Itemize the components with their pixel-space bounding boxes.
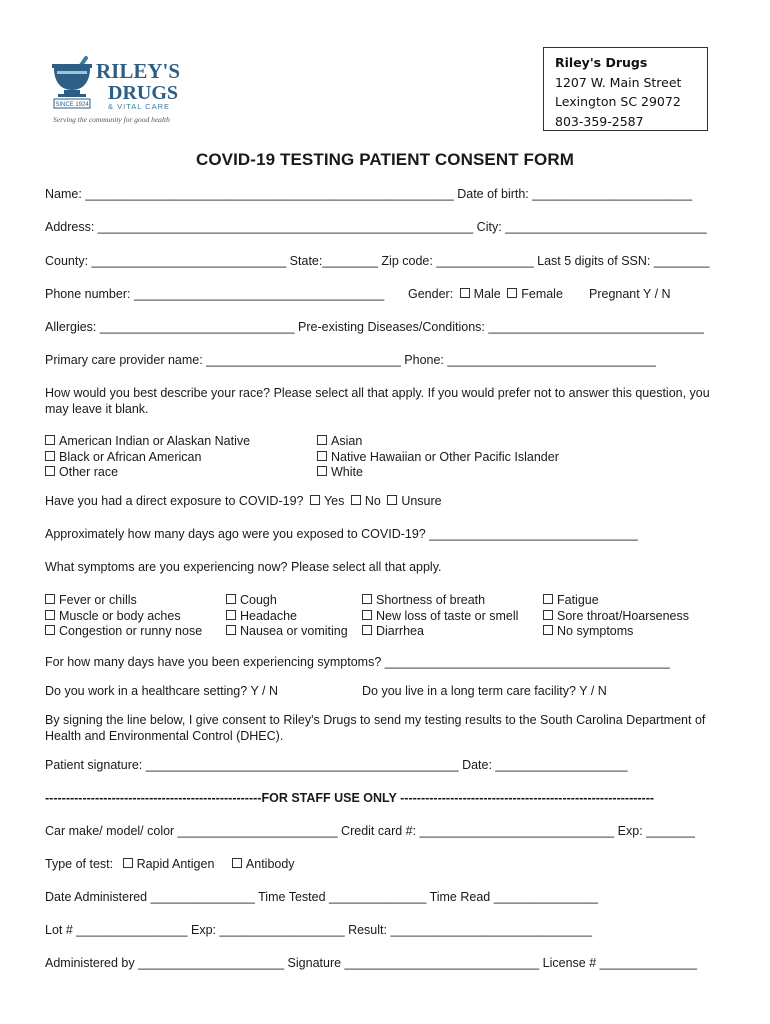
checkbox[interactable]: [543, 594, 553, 604]
race-option[interactable]: Asian: [317, 434, 559, 450]
checkbox[interactable]: [226, 625, 236, 635]
symptom-option[interactable]: Fatigue: [543, 593, 689, 609]
checkbox[interactable]: [362, 594, 372, 604]
gender-label: Gender:: [408, 287, 454, 301]
rapid-antigen-checkbox[interactable]: [123, 858, 133, 868]
logo-vital-care: & VITAL CARE: [108, 102, 171, 111]
patient-signature-line[interactable]: Patient signature: _____________________________________________ Date: ___________________: [45, 758, 628, 772]
race-options-col2: [317, 434, 559, 481]
race-option[interactable]: Native Hawaiian or Other Pacific Islander: [317, 450, 559, 466]
checkbox[interactable]: [45, 594, 55, 604]
checkbox[interactable]: [362, 610, 372, 620]
symptom-option[interactable]: Nausea or vomiting: [226, 624, 348, 640]
primary-care-provider-line[interactable]: Primary care provider name: ____________________________ Phone: ______________________________: [45, 353, 656, 367]
race-options-col1: [45, 434, 250, 481]
symptom-option[interactable]: Diarrhea: [362, 624, 518, 640]
address-city-line[interactable]: Address: ______________________________________________________ City: _____________________________: [45, 220, 707, 234]
date-time-line[interactable]: Date Administered _______________ Time Tested ______________ Time Read _______________: [45, 890, 598, 904]
symptom-option[interactable]: New loss of taste or smell: [362, 609, 518, 625]
checkbox[interactable]: [317, 435, 327, 445]
pharmacy-logo: [50, 52, 200, 130]
store-address-box: [543, 47, 708, 131]
symptoms-col4: [543, 593, 689, 640]
gender-group: [408, 287, 563, 301]
checkbox[interactable]: [317, 466, 327, 476]
race-option[interactable]: Black or African American: [45, 450, 250, 466]
symptoms-col2: [226, 593, 348, 640]
county-state-zip-ssn-line[interactable]: County: ____________________________ State:________ Zip code: ______________ Last 5 digits of SSN: ________: [45, 254, 710, 268]
since-text: SINCE 1924: [55, 102, 89, 108]
gender-female-checkbox[interactable]: [507, 288, 517, 298]
checkbox[interactable]: [317, 451, 327, 461]
pregnant-field[interactable]: Pregnant Y / N: [589, 287, 671, 301]
checkbox[interactable]: [45, 466, 55, 476]
checkbox[interactable]: [543, 625, 553, 635]
logo-tagline: Serving the community for good health: [53, 115, 170, 124]
antibody-checkbox[interactable]: [232, 858, 242, 868]
consent-statement: By signing the line below, I give consent to Riley's Drugs to send my testing results to the South Carolina Department of Health and Environmental Control (DHEC).: [45, 713, 706, 743]
checkbox[interactable]: [543, 610, 553, 620]
logo-name-top: RILEY'S: [96, 59, 181, 83]
logo-name-mid: DRUGS: [108, 82, 179, 104]
checkbox[interactable]: [45, 451, 55, 461]
race-question: How would you best describe your race? Please select all that apply. If you would prefer not to answer this question, you may leave it blank.: [45, 386, 710, 416]
allergies-conditions-line[interactable]: Allergies: ____________________________ Pre-existing Diseases/Conditions: _______________________________: [45, 320, 704, 334]
store-city: Lexington SC 29072: [555, 94, 681, 109]
symptom-option[interactable]: Shortness of breath: [362, 593, 518, 609]
phone-line[interactable]: Phone number: ____________________________________: [45, 287, 385, 301]
car-credit-card-line[interactable]: Car make/ model/ color _______________________ Credit card #: ____________________________ Exp: _______: [45, 824, 695, 838]
test-type-group: Type of test: Rapid Antigen Antibody: [45, 857, 295, 871]
administered-signature-license-line[interactable]: Administered by _____________________ Signature ____________________________ License # ______________: [45, 956, 697, 970]
store-street: 1207 W. Main Street: [555, 74, 682, 90]
checkbox[interactable]: [362, 625, 372, 635]
mortar-pestle-icon: [50, 52, 200, 130]
exposure-days-line[interactable]: Approximately how many days ago were you exposed to COVID-19? ______________________________: [45, 527, 638, 541]
test-type-label: Type of test:: [45, 857, 114, 871]
exposure-no-checkbox[interactable]: [351, 495, 361, 505]
symptoms-question: What symptoms are you experiencing now? Please select all that apply.: [45, 560, 442, 574]
exposure-yes-checkbox[interactable]: [310, 495, 320, 505]
race-option[interactable]: Other race: [45, 465, 250, 481]
symptom-days-line[interactable]: For how many days have you been experiencing symptoms? _________________________________________: [45, 655, 670, 669]
symptoms-col3: [362, 593, 518, 640]
form-title: COVID-19 TESTING PATIENT CONSENT FORM: [195, 150, 575, 169]
checkbox[interactable]: [45, 435, 55, 445]
gender-female-label: Female: [521, 287, 563, 301]
race-option[interactable]: American Indian or Alaskan Native: [45, 434, 250, 450]
healthcare-setting-question[interactable]: Do you work in a healthcare setting? Y / N: [45, 684, 279, 698]
symptoms-col1: [45, 593, 202, 640]
store-name: Riley's Drugs: [555, 55, 648, 70]
store-phone: 803-359-2587: [555, 113, 644, 129]
long-term-care-question[interactable]: Do you live in a long term care facility? Y / N: [362, 684, 607, 698]
race-option[interactable]: White: [317, 465, 559, 481]
symptom-option[interactable]: Headache: [226, 609, 348, 625]
checkbox[interactable]: [45, 610, 55, 620]
checkbox[interactable]: [45, 625, 55, 635]
exposure-unsure-checkbox[interactable]: [387, 495, 397, 505]
symptom-option[interactable]: Cough: [226, 593, 348, 609]
symptom-option[interactable]: Congestion or runny nose: [45, 624, 202, 640]
staff-use-divider: ----------------------------------------------------FOR STAFF USE ONLY -------------------------------------------------------------: [45, 791, 655, 805]
symptom-option[interactable]: Muscle or body aches: [45, 609, 202, 625]
gender-male-label: Male: [473, 287, 501, 301]
gender-male-checkbox[interactable]: [460, 288, 470, 298]
checkbox[interactable]: [226, 610, 236, 620]
symptom-option[interactable]: Fever or chills: [45, 593, 202, 609]
exposure-question: Have you had a direct exposure to COVID-19? Yes No Unsure: [45, 494, 442, 508]
name-dob-line[interactable]: Name: _____________________________________________________ Date of birth: _______________________: [45, 187, 693, 201]
symptom-option[interactable]: No symptoms: [543, 624, 689, 640]
checkbox[interactable]: [226, 594, 236, 604]
lot-exp-result-line[interactable]: Lot # ________________ Exp: __________________ Result: _____________________________: [45, 923, 593, 937]
symptom-option[interactable]: Sore throat/Hoarseness: [543, 609, 689, 625]
